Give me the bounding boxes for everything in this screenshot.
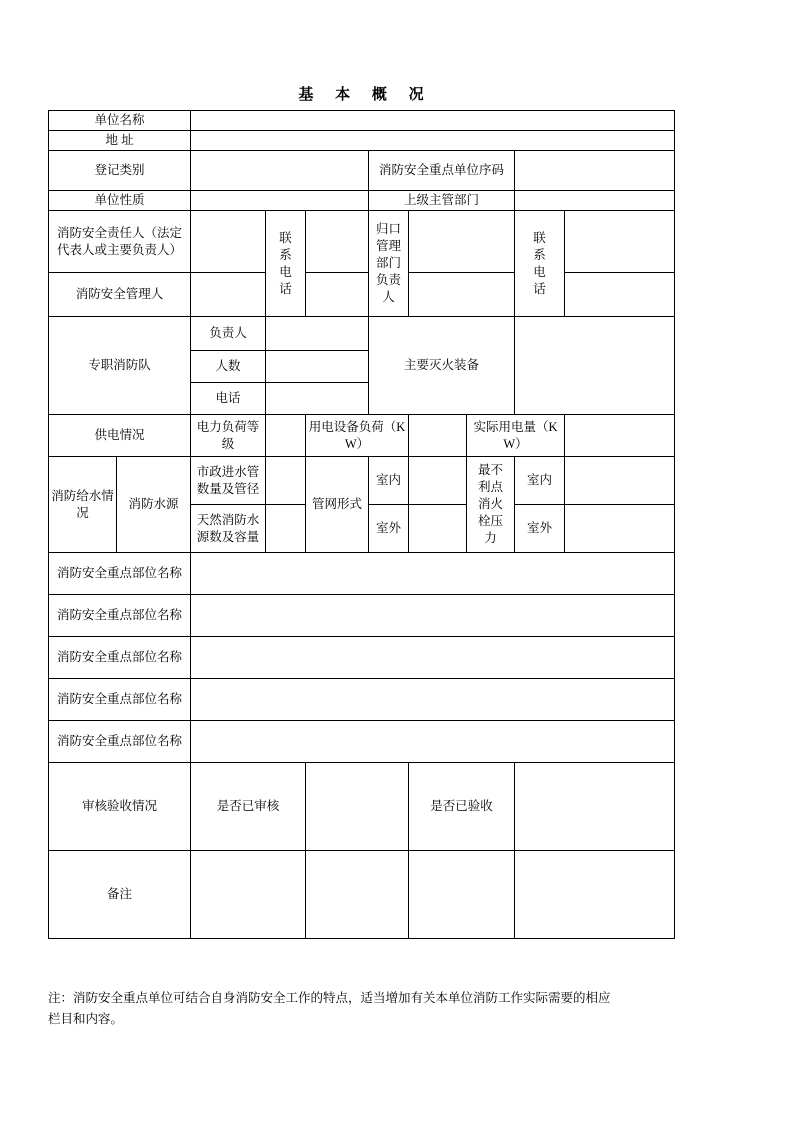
table-row-key-part bbox=[49, 679, 675, 721]
table-row-water-supply-municipal bbox=[49, 457, 675, 505]
outdoor-value-1[interactable] bbox=[409, 505, 467, 553]
brigade-phone-label: 电话 bbox=[191, 383, 266, 415]
fire-water-source-label: 消防水源 bbox=[117, 457, 191, 553]
power-load-grade-label: 电力负荷等级 bbox=[191, 415, 266, 457]
key-part-label: 消防安全重点部位名称 bbox=[49, 595, 191, 637]
remarks-value-1[interactable] bbox=[191, 851, 306, 939]
key-part-value[interactable] bbox=[191, 679, 675, 721]
worst-point-hydrant-pressure-label: 最不利点消火栓压力 bbox=[467, 457, 515, 553]
actual-consumption-value[interactable] bbox=[565, 415, 675, 457]
natural-water-source-value[interactable] bbox=[266, 505, 306, 553]
table-row-fire-safety-manager bbox=[49, 273, 675, 317]
actual-consumption-label: 实际用电量（KW） bbox=[467, 415, 565, 457]
superior-dept-value[interactable] bbox=[515, 191, 675, 211]
registration-type-value[interactable] bbox=[191, 151, 369, 191]
indoor-label-1: 室内 bbox=[369, 457, 409, 505]
key-part-label: 消防安全重点部位名称 bbox=[49, 721, 191, 763]
equipment-load-label: 用电设备负荷（KW） bbox=[306, 415, 409, 457]
key-unit-code-value[interactable] bbox=[515, 151, 675, 191]
address-value[interactable] bbox=[191, 131, 675, 151]
page-title: 基 本 概 况 bbox=[298, 87, 433, 103]
key-unit-code-label: 消防安全重点单位序码 bbox=[369, 151, 515, 191]
natural-water-source-label: 天然消防水源数及容量 bbox=[191, 505, 266, 553]
power-load-grade-value[interactable] bbox=[266, 415, 306, 457]
footer-note-line-1: 注：消防安全重点单位可结合自身消防安全工作的特点，适当增加有关本单位消防工作实际需要的相应 bbox=[48, 991, 611, 1005]
outdoor-label-1: 室外 bbox=[369, 505, 409, 553]
brigade-leader-label: 负责人 bbox=[191, 317, 266, 351]
key-part-value[interactable] bbox=[191, 553, 675, 595]
fire-water-supply-label: 消防给水情况 bbox=[49, 457, 117, 553]
indoor-label-2: 室内 bbox=[515, 457, 565, 505]
equipment-load-value[interactable] bbox=[409, 415, 467, 457]
table-row-brigade-leader bbox=[49, 317, 675, 351]
table-row-unit-name bbox=[49, 111, 675, 131]
contact-phone-label-2: 联系电话 bbox=[515, 211, 565, 317]
brigade-leader-value[interactable] bbox=[266, 317, 369, 351]
fire-safety-responsible-value[interactable] bbox=[191, 211, 266, 273]
municipal-inlet-label: 市政进水管数量及管径 bbox=[191, 457, 266, 505]
remarks-label: 备注 bbox=[49, 851, 191, 939]
address-label: 地 址 bbox=[49, 131, 191, 151]
brigade-headcount-value[interactable] bbox=[266, 351, 369, 383]
unit-nature-value[interactable] bbox=[191, 191, 369, 211]
fire-safety-responsible-phone[interactable] bbox=[306, 211, 369, 273]
remarks-value-2[interactable] bbox=[306, 851, 409, 939]
audit-acceptance-label: 审核验收情况 bbox=[49, 763, 191, 851]
key-part-label: 消防安全重点部位名称 bbox=[49, 637, 191, 679]
power-supply-label: 供电情况 bbox=[49, 415, 191, 457]
key-part-label: 消防安全重点部位名称 bbox=[49, 553, 191, 595]
main-extinguishing-equipment-value[interactable] bbox=[515, 317, 675, 415]
table-row-address bbox=[49, 131, 675, 151]
superior-dept-label: 上级主管部门 bbox=[369, 191, 515, 211]
is-audited-value[interactable] bbox=[306, 763, 409, 851]
table-row-key-part bbox=[49, 595, 675, 637]
footer-note-line-2: 栏目和内容。 bbox=[48, 1012, 124, 1026]
table-row-registration bbox=[49, 151, 675, 191]
is-audited-label: 是否已审核 bbox=[191, 763, 306, 851]
table-row-fire-safety-responsible bbox=[49, 211, 675, 273]
remarks-value-3[interactable] bbox=[409, 851, 515, 939]
main-extinguishing-equipment-label: 主要灭火装备 bbox=[369, 317, 515, 415]
unit-name-label: 单位名称 bbox=[49, 111, 191, 131]
unit-name-value[interactable] bbox=[191, 111, 675, 131]
fulltime-brigade-label: 专职消防队 bbox=[49, 317, 191, 415]
table-row-audit-acceptance bbox=[49, 763, 675, 851]
registration-type-label: 登记类别 bbox=[49, 151, 191, 191]
centralized-dept-head-phone-1[interactable] bbox=[565, 211, 675, 273]
is-accepted-value[interactable] bbox=[515, 763, 675, 851]
footer-note bbox=[48, 988, 738, 1030]
fire-safety-manager-value[interactable] bbox=[191, 273, 266, 317]
fire-safety-manager-phone[interactable] bbox=[306, 273, 369, 317]
centralized-dept-head-label: 归口管理部门负责人 bbox=[369, 211, 409, 317]
table-row-key-part bbox=[49, 637, 675, 679]
centralized-dept-head-value-2[interactable] bbox=[409, 273, 515, 317]
pipe-network-form-label: 管网形式 bbox=[306, 457, 369, 553]
municipal-inlet-value[interactable] bbox=[266, 457, 306, 505]
centralized-dept-head-phone-2[interactable] bbox=[565, 273, 675, 317]
fire-safety-responsible-label: 消防安全责任人（法定代表人或主要负责人） bbox=[49, 211, 191, 273]
centralized-dept-head-value-1[interactable] bbox=[409, 211, 515, 273]
outdoor-label-2: 室外 bbox=[515, 505, 565, 553]
indoor-value-1[interactable] bbox=[409, 457, 467, 505]
indoor-value-2[interactable] bbox=[565, 457, 675, 505]
is-accepted-label: 是否已验收 bbox=[409, 763, 515, 851]
key-part-value[interactable] bbox=[191, 595, 675, 637]
table-row-power-supply bbox=[49, 415, 675, 457]
table-row-unit-nature bbox=[49, 191, 675, 211]
brigade-headcount-label: 人数 bbox=[191, 351, 266, 383]
brigade-phone-value[interactable] bbox=[266, 383, 369, 415]
outdoor-value-2[interactable] bbox=[565, 505, 675, 553]
unit-nature-label: 单位性质 bbox=[49, 191, 191, 211]
table-row-key-part bbox=[49, 721, 675, 763]
key-part-value[interactable] bbox=[191, 637, 675, 679]
table-row-key-part bbox=[49, 553, 675, 595]
basic-situation-form bbox=[48, 110, 675, 939]
fire-safety-manager-label: 消防安全管理人 bbox=[49, 273, 191, 317]
key-part-value[interactable] bbox=[191, 721, 675, 763]
remarks-value-4[interactable] bbox=[515, 851, 675, 939]
table-row-remarks bbox=[49, 851, 675, 939]
contact-phone-label-1: 联系电话 bbox=[266, 211, 306, 317]
key-part-label: 消防安全重点部位名称 bbox=[49, 679, 191, 721]
